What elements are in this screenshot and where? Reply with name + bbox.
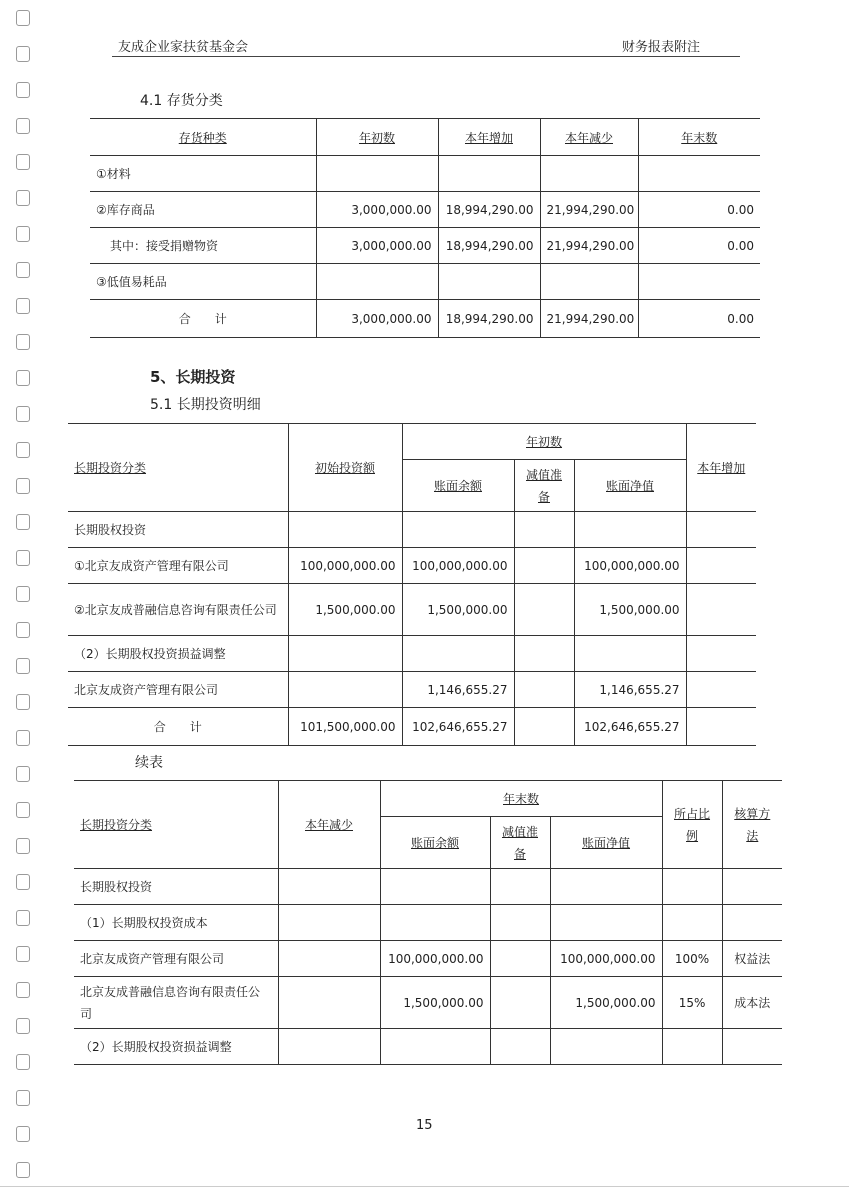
binder-hole <box>16 946 30 962</box>
cell: （2）长期股权投资损益调整 <box>68 636 288 672</box>
cell <box>686 584 756 636</box>
cell: 3,000,000.00 <box>316 228 438 264</box>
cell: 3,000,000.00 <box>316 300 438 338</box>
cell <box>278 905 380 941</box>
col-header-end: 年末数 <box>503 792 540 806</box>
binder-hole <box>16 1018 30 1034</box>
binder-hole <box>16 982 30 998</box>
binder-hole <box>16 622 30 638</box>
cell: 其中：接受捐赠物资 <box>90 228 316 264</box>
col-header-initial: 初始投资额 <box>314 461 375 475</box>
cell: 102,646,655.27 <box>402 708 514 746</box>
page-bottom-edge <box>0 1186 849 1187</box>
cell <box>514 636 574 672</box>
cell <box>438 156 540 192</box>
cell <box>722 869 782 905</box>
cell: 0.00 <box>638 228 760 264</box>
cell: 102,646,655.27 <box>574 708 686 746</box>
cell: 1,500,000.00 <box>402 584 514 636</box>
table-row <box>74 1029 782 1065</box>
col-header-increase: 本年增加 <box>697 461 746 475</box>
cell: ②北京友成普融信息咨询有限责任公司 <box>68 584 288 636</box>
cell <box>514 672 574 708</box>
col-header-pct: 所占比例 <box>674 806 711 843</box>
cell <box>380 905 490 941</box>
cell: （1）长期股权投资成本 <box>74 905 278 941</box>
cell <box>574 512 686 548</box>
cell <box>438 264 540 300</box>
cell <box>686 672 756 708</box>
page-number: 15 <box>416 1118 433 1133</box>
cell: 1,146,655.27 <box>402 672 514 708</box>
cell: 100,000,000.00 <box>402 548 514 584</box>
cell <box>490 941 550 977</box>
cell: 21,994,290.00 <box>540 228 638 264</box>
table-row <box>90 264 760 300</box>
table-row <box>68 548 756 584</box>
cell <box>686 512 756 548</box>
cell <box>550 1029 662 1065</box>
binder-hole <box>16 766 30 782</box>
header-doc-title: 财务报表附注 <box>622 40 701 55</box>
cell <box>316 156 438 192</box>
binder-hole <box>16 262 30 278</box>
cell: 长期股权投资 <box>74 869 278 905</box>
binder-hole <box>16 838 30 854</box>
cell: 101,500,000.00 <box>288 708 402 746</box>
cell <box>686 636 756 672</box>
table-row <box>68 672 756 708</box>
binder-hole <box>16 586 30 602</box>
binder-hole <box>16 154 30 170</box>
binder-hole <box>16 730 30 746</box>
cell <box>514 708 574 746</box>
cell: 1,500,000.00 <box>574 584 686 636</box>
cell <box>514 512 574 548</box>
cell: 100,000,000.00 <box>380 941 490 977</box>
cell: 3,000,000.00 <box>316 192 438 228</box>
cell <box>288 672 402 708</box>
binder-hole <box>16 478 30 494</box>
binder-hole <box>16 1162 30 1178</box>
cell: 100,000,000.00 <box>574 548 686 584</box>
section-5-title: 5、长期投资 <box>150 368 236 386</box>
cell <box>278 941 380 977</box>
binder-hole <box>16 406 30 422</box>
binder-hole <box>16 874 30 890</box>
long-term-investment-table <box>68 423 756 746</box>
col-header-begin: 年初数 <box>526 435 563 449</box>
cell <box>540 156 638 192</box>
table-row <box>68 636 756 672</box>
cell: 北京友成资产管理有限公司 <box>74 941 278 977</box>
header-rule <box>112 56 740 57</box>
cell <box>722 1029 782 1065</box>
binder-hole <box>16 802 30 818</box>
cell: 合 计 <box>90 300 316 338</box>
cell <box>638 264 760 300</box>
cell: 100,000,000.00 <box>550 941 662 977</box>
table-row <box>90 192 760 228</box>
table-row <box>68 584 756 636</box>
table-header-row <box>90 119 760 156</box>
cell: ③低值易耗品 <box>90 264 316 300</box>
inventory-table <box>90 118 760 338</box>
binder-hole <box>16 82 30 98</box>
binder-hole <box>16 442 30 458</box>
table-header-row <box>74 781 782 817</box>
cell <box>490 977 550 1029</box>
cell: 合 计 <box>68 708 288 746</box>
cell <box>380 869 490 905</box>
table-row <box>74 941 782 977</box>
cell: 长期股权投资 <box>68 512 288 548</box>
binder-hole <box>16 1054 30 1070</box>
binder-hole <box>16 298 30 314</box>
cell <box>490 905 550 941</box>
table-row <box>74 869 782 905</box>
binder-hole <box>16 1126 30 1142</box>
cell: 18,994,290.00 <box>438 300 540 338</box>
col-header-impair: 减值准备 <box>525 467 562 504</box>
cell <box>288 512 402 548</box>
col-header: 本年减少 <box>564 130 613 145</box>
col-header-impair: 减值准备 <box>501 824 538 861</box>
cell: 21,994,290.00 <box>540 192 638 228</box>
table-row <box>74 977 782 1029</box>
binder-hole <box>16 910 30 926</box>
col-header: 存货种类 <box>178 130 227 145</box>
cell: 100,000,000.00 <box>288 548 402 584</box>
cell <box>574 636 686 672</box>
binder-hole <box>16 226 30 242</box>
cell <box>490 1029 550 1065</box>
col-header: 年末数 <box>681 130 718 145</box>
col-header: 年初数 <box>358 130 395 145</box>
cell: 北京友成普融信息咨询有限责任公司 <box>74 977 278 1029</box>
binder-hole <box>16 694 30 710</box>
cell: ②库存商品 <box>90 192 316 228</box>
table-row <box>74 905 782 941</box>
total-row <box>90 300 760 338</box>
cell <box>402 636 514 672</box>
col-header-net: 账面净值 <box>582 836 631 850</box>
cell <box>514 548 574 584</box>
total-row <box>68 708 756 746</box>
cell <box>316 264 438 300</box>
table-row <box>90 156 760 192</box>
cell: 1,146,655.27 <box>574 672 686 708</box>
binder-hole <box>16 658 30 674</box>
cell <box>662 869 722 905</box>
binder-hole <box>16 10 30 26</box>
binder-hole <box>16 190 30 206</box>
header-org: 友成企业家扶贫基金会 <box>118 40 249 55</box>
cell: 0.00 <box>638 300 760 338</box>
cell <box>550 905 662 941</box>
cell: 100% <box>662 941 722 977</box>
long-term-investment-continued-table <box>74 780 782 1065</box>
cell <box>402 512 514 548</box>
binder-hole <box>16 1090 30 1106</box>
cell <box>550 869 662 905</box>
cell <box>278 1029 380 1065</box>
cell <box>490 869 550 905</box>
cell: ①北京友成资产管理有限公司 <box>68 548 288 584</box>
continued-label: 续表 <box>135 755 163 771</box>
cell: ①材料 <box>90 156 316 192</box>
cell: 1,500,000.00 <box>380 977 490 1029</box>
binder-hole <box>16 370 30 386</box>
cell <box>686 548 756 584</box>
col-header-category: 长期投资分类 <box>80 818 153 832</box>
table-header-row <box>68 424 756 460</box>
section-4-1-title: 4.1 存货分类 <box>140 93 223 109</box>
cell: 21,994,290.00 <box>540 300 638 338</box>
cell <box>686 708 756 746</box>
col-header-decrease: 本年减少 <box>304 818 353 832</box>
binder-hole <box>16 514 30 530</box>
cell: 1,500,000.00 <box>288 584 402 636</box>
cell <box>288 636 402 672</box>
binder-holes <box>16 10 32 1198</box>
cell <box>662 905 722 941</box>
cell <box>278 977 380 1029</box>
cell <box>662 1029 722 1065</box>
cell <box>540 264 638 300</box>
table-row <box>90 228 760 264</box>
cell <box>380 1029 490 1065</box>
table-row <box>68 512 756 548</box>
cell: 权益法 <box>722 941 782 977</box>
binder-hole <box>16 46 30 62</box>
section-5-1-title: 5.1 长期投资明细 <box>150 397 261 413</box>
binder-hole <box>16 550 30 566</box>
binder-hole <box>16 118 30 134</box>
col-header-category: 长期投资分类 <box>74 461 147 475</box>
cell: 18,994,290.00 <box>438 228 540 264</box>
col-header-book: 账面余额 <box>410 836 459 850</box>
cell <box>278 869 380 905</box>
cell: 北京友成资产管理有限公司 <box>68 672 288 708</box>
cell <box>514 584 574 636</box>
col-header-book: 账面余额 <box>433 479 482 493</box>
binder-hole <box>16 334 30 350</box>
col-header-net: 账面净值 <box>606 479 655 493</box>
cell: 0.00 <box>638 192 760 228</box>
col-header: 本年增加 <box>464 130 513 145</box>
col-header-method: 核算方法 <box>734 806 771 843</box>
cell: 15% <box>662 977 722 1029</box>
cell: （2）长期股权投资损益调整 <box>74 1029 278 1065</box>
cell: 成本法 <box>722 977 782 1029</box>
cell: 18,994,290.00 <box>438 192 540 228</box>
cell <box>638 156 760 192</box>
cell <box>722 905 782 941</box>
cell: 1,500,000.00 <box>550 977 662 1029</box>
